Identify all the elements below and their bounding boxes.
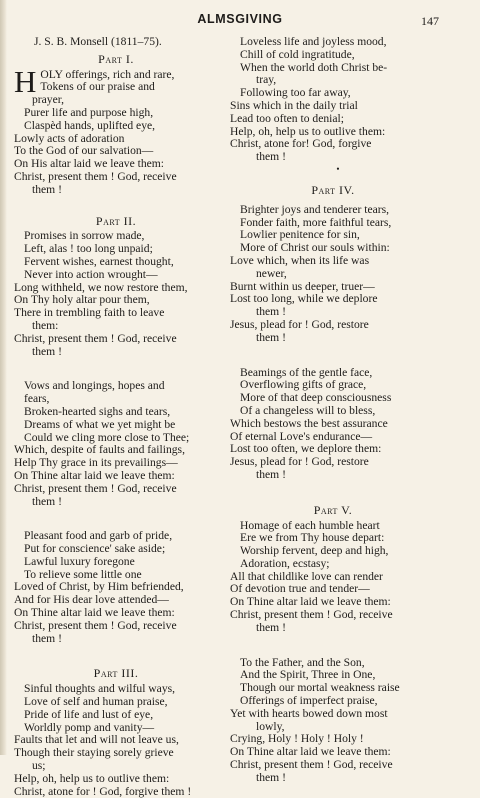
verse-line: Could we cling more close to Thee; — [24, 430, 190, 444]
verse-line: Christ, present them ! God, receive — [230, 758, 393, 772]
hymn-author: J. S. B. Monsell (1811–75). — [34, 35, 162, 48]
verse-line: Lowlier penitence for sin, — [240, 228, 360, 242]
verse-line: Christ, present them ! God, receive — [14, 481, 177, 495]
verse-line: Christ, atone for ! God, forgive them ! — [14, 784, 192, 798]
verse-line: On His altar laid we leave them: — [14, 157, 165, 171]
verse-line: There in trembling faith to leave — [14, 306, 165, 320]
verse-line: When the world doth Christ be- — [240, 60, 388, 74]
verse-line: them ! — [256, 770, 286, 784]
verse-line: More of Christ our souls within: — [240, 241, 390, 255]
verse-line: them ! — [256, 467, 286, 481]
verse-line: them: — [32, 318, 59, 332]
verse-line: Which bestows the best assurance — [230, 416, 388, 430]
verse-line: Of devotion true and tender— — [230, 582, 370, 596]
verse-line: us; — [32, 759, 46, 773]
verse-line: And for His dear love attended— — [14, 593, 169, 607]
verse-line: Christ, present them ! God, receive — [230, 608, 393, 622]
verse-line: Never into action wrought— — [24, 267, 158, 281]
verse-line: Lowly acts of adoration — [14, 131, 125, 145]
verse-line: newer, — [256, 266, 287, 280]
verse-line: Which, despite of faults and failings, — [14, 443, 185, 457]
verse-line: them ! — [256, 305, 286, 319]
page-number: 147 — [421, 14, 439, 28]
verse-line: And the Spirit, Three in One, — [240, 668, 376, 682]
verse-line: Promises in sorrow made, — [24, 229, 145, 243]
part-1-heading: Part I. — [98, 51, 134, 66]
running-title: ALMSGIVING — [197, 12, 283, 26]
verse-line: Loveless life and joyless mood, — [240, 35, 387, 48]
verse-line: Jesus, plead for ! God, restore — [230, 455, 369, 469]
verse-line: Though our mortal weakness raise — [240, 681, 400, 695]
verse-line: Lost too often, we deplore them: — [230, 442, 382, 456]
verse-line: tray, — [256, 73, 277, 87]
verse-line: Broken-hearted sighs and tears, — [24, 404, 171, 418]
verse-line: More of that deep consciousness — [240, 391, 392, 405]
part-3-heading: Part III. — [93, 666, 139, 681]
verse-line: Crying, Holy ! Holy ! Holy ! — [230, 732, 364, 746]
verse-line: them ! — [32, 182, 62, 196]
verse-line: Pleasant food and garb of pride, — [24, 529, 173, 543]
part-2-heading: Part II. — [95, 213, 137, 228]
verse-line: Lost too long, while we deplore — [230, 292, 378, 306]
verse-line: Following too far away, — [240, 86, 351, 100]
ornament-dot: • — [336, 163, 340, 174]
verse-line: To relieve some little one — [24, 567, 142, 581]
right-column — [230, 36, 436, 785]
part-5-heading: Part V. — [313, 502, 353, 517]
verse-line: Of eternal Love's endurance— — [230, 429, 373, 443]
left-column — [14, 36, 218, 798]
verse-line: prayer, — [32, 93, 65, 107]
verse-line: Worship fervent, deep and high, — [240, 544, 389, 558]
verse-line: them ! — [256, 620, 286, 634]
verse-line: OLY offerings, rich and rare, — [40, 67, 175, 81]
verse-line: On Thine altar laid we leave them: — [230, 595, 391, 609]
verse-line: Left, alas ! too long unpaid; — [24, 242, 153, 256]
verse-line: them ! — [32, 344, 62, 358]
verse-line: Brighter joys and tenderer tears, — [240, 202, 390, 216]
verse-line: Dreams of what we yet might be — [24, 417, 176, 431]
verse-line: Loved of Christ, by Him befriended, — [14, 580, 184, 594]
verse-line: fears, — [24, 392, 50, 406]
verse-line: Worldly pomp and vanity— — [24, 720, 155, 734]
verse-line: To the God of our salvation— — [14, 144, 154, 158]
verse-line: Vows and longings, hopes and — [24, 379, 165, 393]
drop-cap: H — [14, 63, 37, 99]
verse-line: Fervent wishes, earnest thought, — [24, 254, 174, 268]
verse-line: Help Thy grace in its prevailings— — [14, 456, 178, 470]
verse-line: Love which, when its life was — [230, 253, 370, 267]
verse-line: Lawful luxury foregone — [24, 554, 135, 568]
verse-line: Ere we from Thy house depart: — [240, 531, 385, 545]
verse-line: Of a changeless will to bless, — [240, 403, 376, 417]
verse-line: Faults that let and will not leave us, — [14, 733, 179, 747]
verse-line: Homage of each humble heart — [240, 518, 380, 532]
verse-line: lowly, — [256, 719, 285, 733]
verse-line: Jesus, plead for ! God, restore — [230, 317, 369, 331]
verse-line: Christ, present them ! God, receive — [14, 618, 177, 632]
verse-line: Help, oh, help us to outlive them: — [14, 771, 170, 785]
verse-line: On Thine altar laid we leave them: — [14, 606, 175, 620]
verse-line: On Thine altar laid we leave them: — [14, 468, 175, 482]
verse-line: On Thine altar laid we leave them: — [230, 745, 391, 759]
verse-line: Overflowing gifts of grace, — [240, 378, 367, 392]
verse-line: Sins which in the daily trial — [230, 98, 358, 112]
verse-line: Pride of life and lust of eye, — [24, 707, 154, 721]
verse-line: Sinful thoughts and wilful ways, — [24, 682, 176, 696]
verse-line: them ! — [32, 494, 62, 508]
verse-line: them ! — [256, 330, 286, 344]
verse-line: Claspèd hands, uplifted eye, — [24, 118, 156, 132]
part-1-opening — [14, 63, 218, 99]
verse-line: Chill of cold ingratitude, — [240, 47, 355, 61]
verse-line: Long withheld, we now restore them, — [14, 280, 188, 294]
verse-line: Purer life and purpose high, — [24, 105, 154, 119]
verse-line: Beamings of the gentle face, — [240, 365, 373, 379]
verse-line: Tokens of our praise and — [40, 80, 155, 94]
part-4-heading: Part IV. — [311, 182, 355, 197]
verse-line: Fonder faith, more faithful tears, — [240, 215, 392, 229]
verse-line: Adoration, ecstasy; — [240, 556, 330, 570]
verse-line: Help, oh, help us to outlive them: — [230, 124, 386, 138]
verse-line: On Thy holy altar pour them, — [14, 293, 150, 307]
verse-line: Though their staying sorely grieve — [14, 746, 174, 760]
verse-line: All that childlike love can render — [230, 569, 383, 583]
verse-line: them ! — [256, 150, 286, 164]
verse-line: Put for conscience' sake aside; — [24, 542, 166, 556]
verse-line: To the Father, and the Son, — [240, 655, 365, 669]
page-gutter-shadow — [0, 0, 7, 755]
verse-line: Christ, atone for! God, forgive — [230, 137, 372, 151]
verse-line: Love of self and human praise, — [24, 695, 168, 709]
verse-line: them ! — [32, 631, 62, 645]
verse-line: Offerings of imperfect praise, — [240, 694, 378, 708]
verse-line: Christ, present them ! God, receive — [14, 169, 177, 183]
verse-line: Christ, present them ! God, receive — [14, 331, 177, 345]
verse-line: Lead too often to denial; — [230, 111, 344, 125]
verse-line: Burnt within us deeper, truer— — [230, 279, 375, 293]
verse-line: Yet with hearts bowed down most — [230, 706, 388, 720]
